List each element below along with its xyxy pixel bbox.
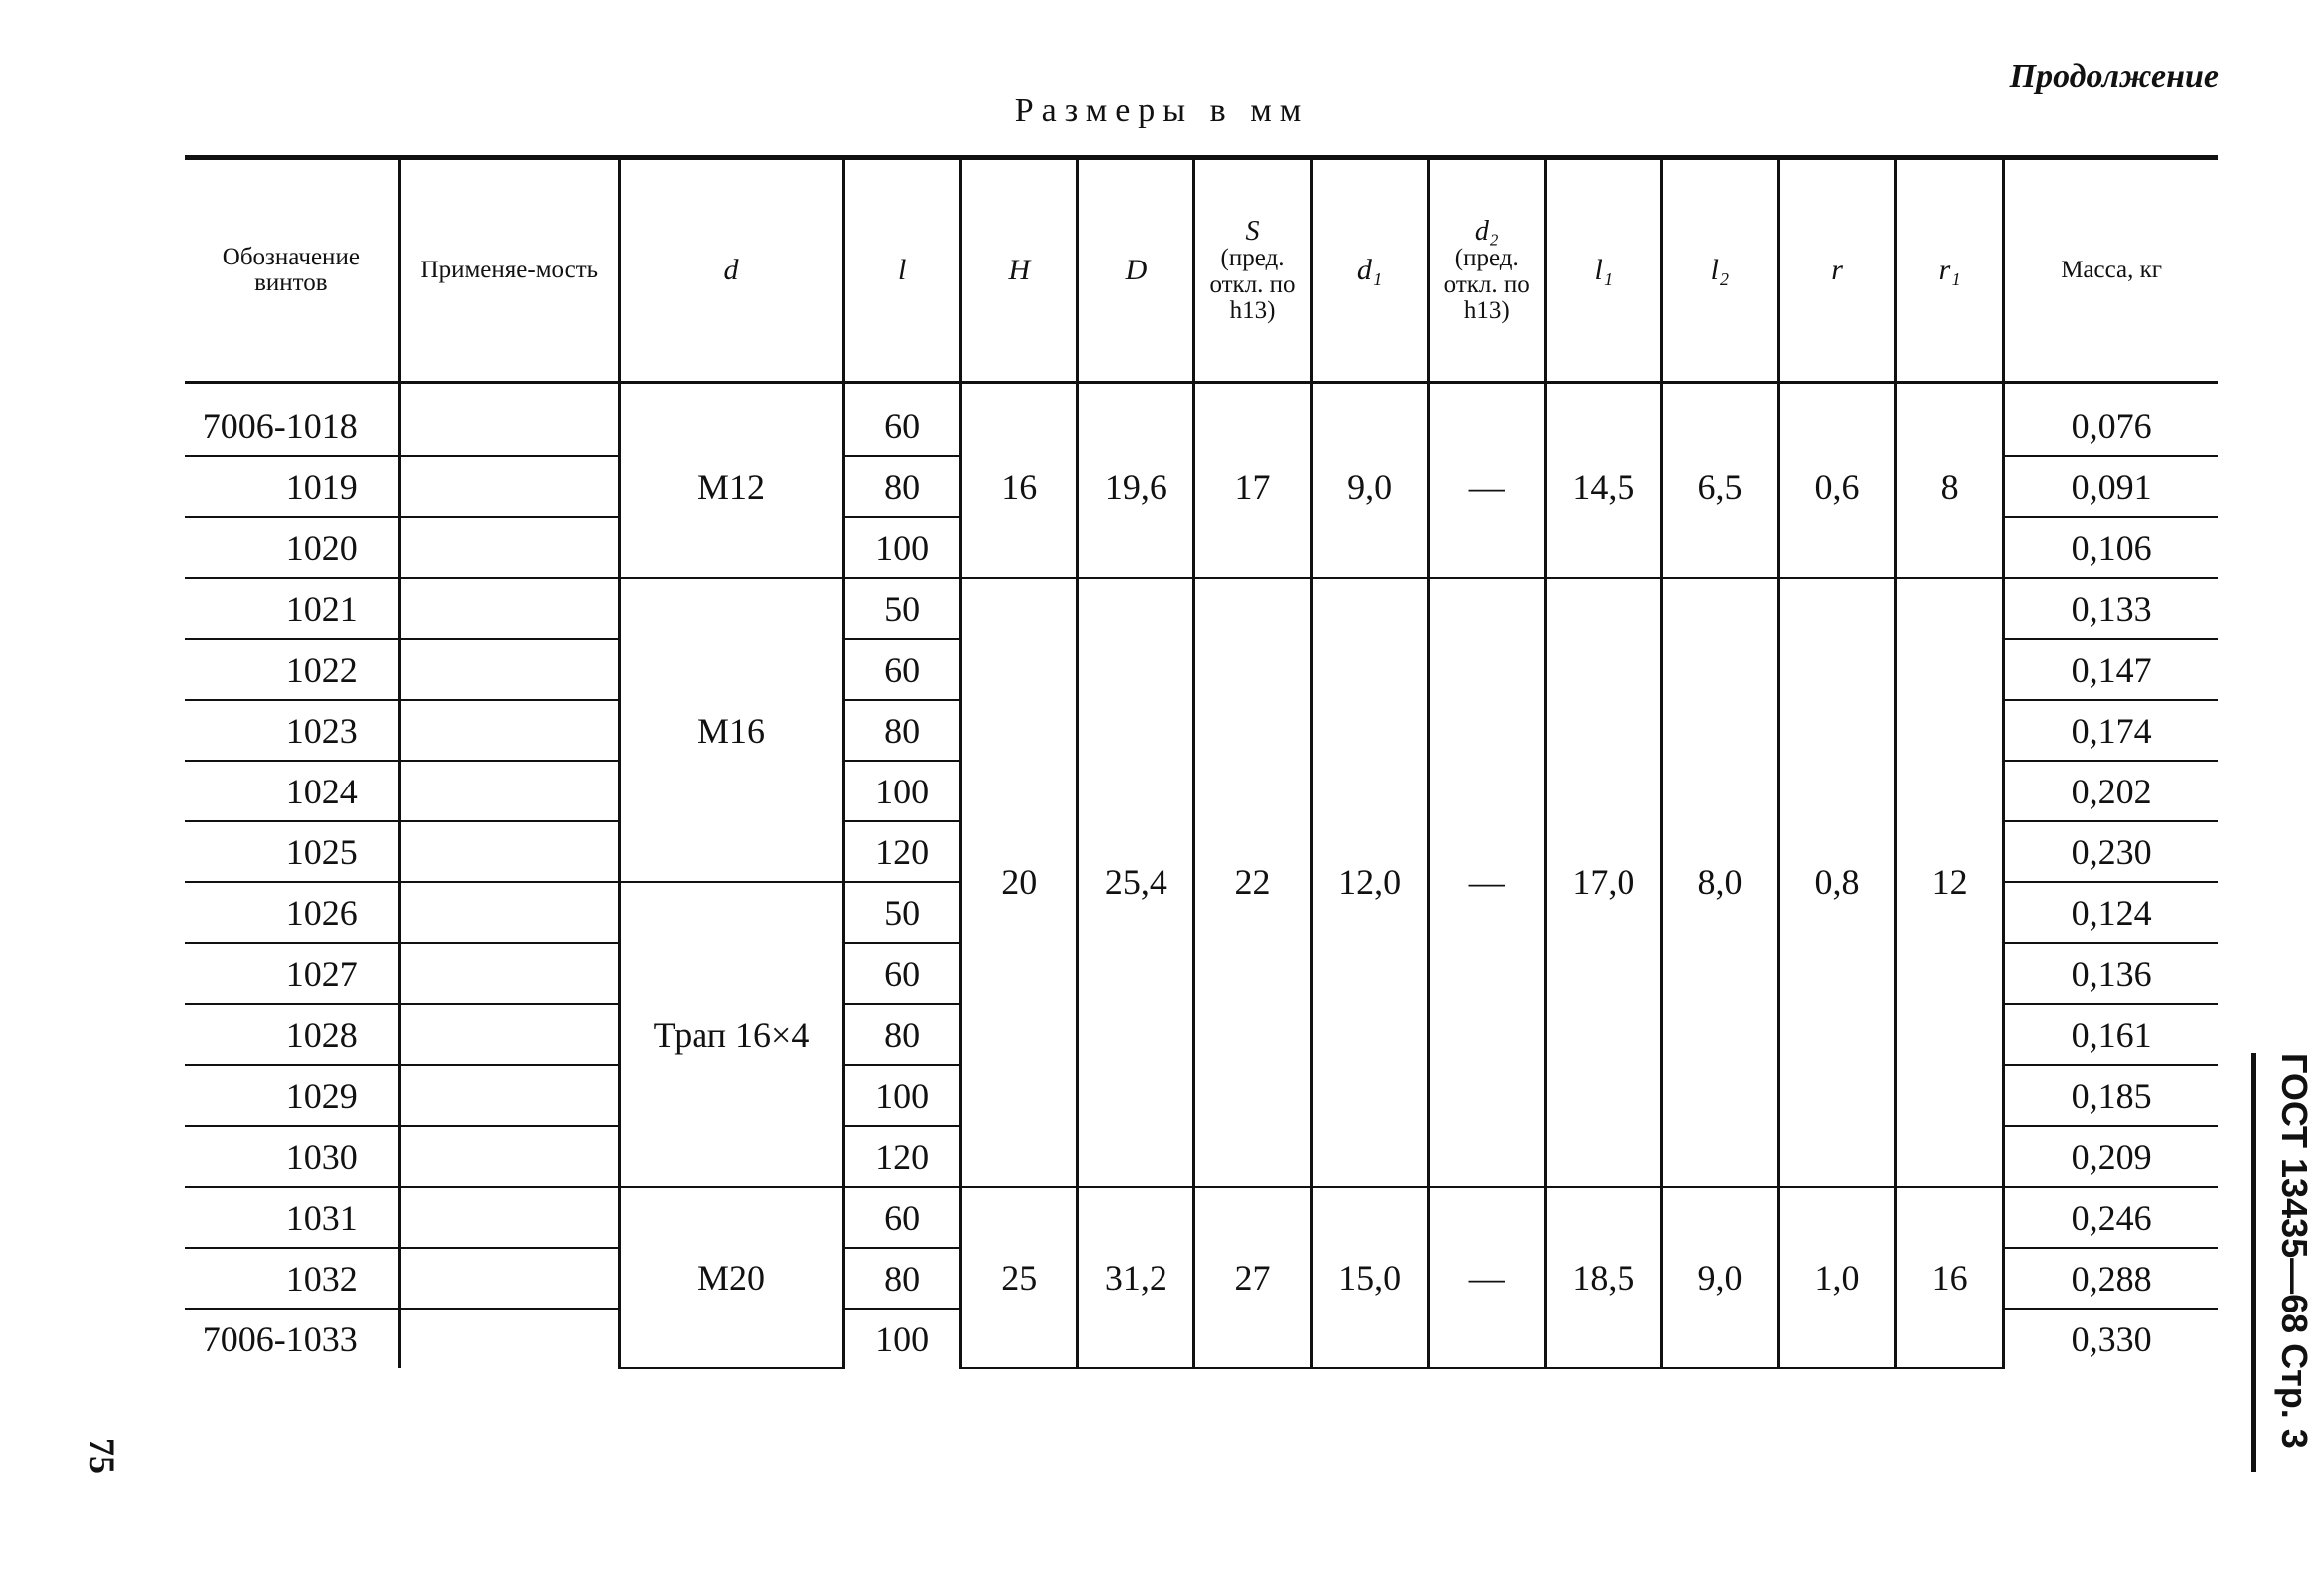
applicability-cell [399,1248,619,1309]
length-cell: 120 [844,821,961,882]
length-cell: 100 [844,1065,961,1126]
l2-cell: 8,0 [1661,578,1778,1187]
applicability-cell [399,1004,619,1065]
header-d1: d₁ [1311,158,1428,383]
l1-cell: 14,5 [1545,383,1661,579]
code-cell: 1027 [185,943,399,1004]
applicability-cell [399,639,619,700]
l1-cell: 18,5 [1545,1187,1661,1368]
header-applicability: Применяе-мость [399,158,619,383]
mass-cell: 0,076 [2004,383,2218,457]
mass-cell: 0,230 [2004,821,2218,882]
code-cell: 1028 [185,1004,399,1065]
applicability-cell [399,943,619,1004]
length-cell: 120 [844,1126,961,1187]
D-cell: 19,6 [1078,383,1194,579]
r1-cell: 16 [1896,1187,2004,1368]
applicability-cell [399,578,619,639]
applicability-cell [399,1126,619,1187]
mass-cell: 0,209 [2004,1126,2218,1187]
code-cell: 1023 [185,700,399,761]
d1-cell: 12,0 [1311,578,1428,1187]
thread-cell: M16 [619,578,843,882]
thread-cell: M12 [619,383,843,579]
S-cell: 22 [1194,578,1311,1187]
r-cell: 0,6 [1779,383,1896,579]
header-D: D [1078,158,1194,383]
mass-cell: 0,288 [2004,1248,2218,1309]
continuation-label: Продолжение [2009,58,2219,95]
D-cell: 31,2 [1078,1187,1194,1368]
table-header-row [185,158,2218,383]
length-cell: 80 [844,1248,961,1309]
r1-cell: 12 [1896,578,2004,1187]
applicability-cell [399,821,619,882]
code-cell: 1019 [185,456,399,517]
code-cell: 7006-1018 [185,383,399,457]
length-cell: 60 [844,383,961,457]
applicability-cell [399,456,619,517]
code-cell: 1021 [185,578,399,639]
D-cell: 25,4 [1078,578,1194,1187]
length-cell: 100 [844,517,961,578]
code-cell: 1031 [185,1187,399,1248]
header-l2: l₂ [1661,158,1778,383]
H-cell: 16 [961,383,1078,579]
mass-cell: 0,185 [2004,1065,2218,1126]
length-cell: 100 [844,1309,961,1368]
applicability-cell [399,1065,619,1126]
table-row [185,1187,2218,1248]
header-code: Обозначение винтов [185,158,399,383]
code-cell: 1024 [185,761,399,821]
side-label-text: ГОСТ 13435—68 Стр. 3 [2274,1053,2315,1449]
mass-cell: 0,246 [2004,1187,2218,1248]
length-cell: 50 [844,882,961,943]
header-d2-note: (пред. откл. по h13) [1443,245,1530,324]
mass-cell: 0,106 [2004,517,2218,578]
code-cell: 1032 [185,1248,399,1309]
code-cell: 1029 [185,1065,399,1126]
applicability-cell [399,700,619,761]
mass-cell: 0,091 [2004,456,2218,517]
header-r1: r₁ [1896,158,2004,383]
length-cell: 80 [844,1004,961,1065]
mass-cell: 0,147 [2004,639,2218,700]
code-cell: 1022 [185,639,399,700]
page-number: 75 [82,1438,122,1474]
l1-cell: 17,0 [1545,578,1661,1187]
applicability-cell [399,1309,619,1368]
r-cell: 0,8 [1779,578,1896,1187]
length-cell: 60 [844,1187,961,1248]
mass-cell: 0,161 [2004,1004,2218,1065]
d2-cell: — [1428,383,1545,579]
applicability-cell [399,882,619,943]
header-H: H [961,158,1078,383]
H-cell: 25 [961,1187,1078,1368]
code-cell: 1025 [185,821,399,882]
header-r: r [1779,158,1896,383]
length-cell: 50 [844,578,961,639]
applicability-cell [399,761,619,821]
side-label-rule [2251,1053,2256,1472]
header-d2 [1428,158,1545,383]
l2-cell: 6,5 [1661,383,1778,579]
header-S-note: (пред. откл. по h13) [1209,245,1296,324]
H-cell: 20 [961,578,1078,1187]
mass-cell: 0,136 [2004,943,2218,1004]
header-d: d [619,158,843,383]
r-cell: 1,0 [1779,1187,1896,1368]
code-cell: 1026 [185,882,399,943]
standard-side-label [2205,1053,2315,1472]
length-cell: 60 [844,639,961,700]
code-cell: 1020 [185,517,399,578]
mass-cell: 0,330 [2004,1309,2218,1368]
length-cell: 80 [844,456,961,517]
header-l: l [844,158,961,383]
d2-cell: — [1428,1187,1545,1368]
applicability-cell [399,1187,619,1248]
code-cell: 7006-1033 [202,1318,358,1359]
applicability-cell [399,517,619,578]
header-S [1194,158,1311,383]
table-caption: Размеры в мм [1014,92,1310,129]
d1-cell: 9,0 [1311,383,1428,579]
thread-cell: M20 [619,1187,843,1368]
header-mass: Масса, кг [2004,158,2218,383]
S-cell: 27 [1194,1187,1311,1368]
code-cell: 1030 [185,1126,399,1187]
mass-cell: 0,202 [2004,761,2218,821]
table-row [185,383,2218,457]
r1-cell: 8 [1896,383,2004,579]
length-cell: 60 [844,943,961,1004]
header-l1: l₁ [1545,158,1661,383]
length-cell: 80 [844,700,961,761]
d2-cell: — [1428,578,1545,1187]
mass-cell: 0,133 [2004,578,2218,639]
applicability-cell [399,383,619,457]
length-cell: 100 [844,761,961,821]
header-S-symbol: S [1245,215,1260,247]
screw-dimensions-table [185,155,2218,1369]
table-row [185,578,2218,639]
header-d2-symbol: d₂ [1474,215,1499,247]
mass-cell: 0,174 [2004,700,2218,761]
l2-cell: 9,0 [1661,1187,1778,1368]
S-cell: 17 [1194,383,1311,579]
mass-cell: 0,124 [2004,882,2218,943]
d1-cell: 15,0 [1311,1187,1428,1368]
thread-cell: Трап 16×4 [619,882,843,1187]
